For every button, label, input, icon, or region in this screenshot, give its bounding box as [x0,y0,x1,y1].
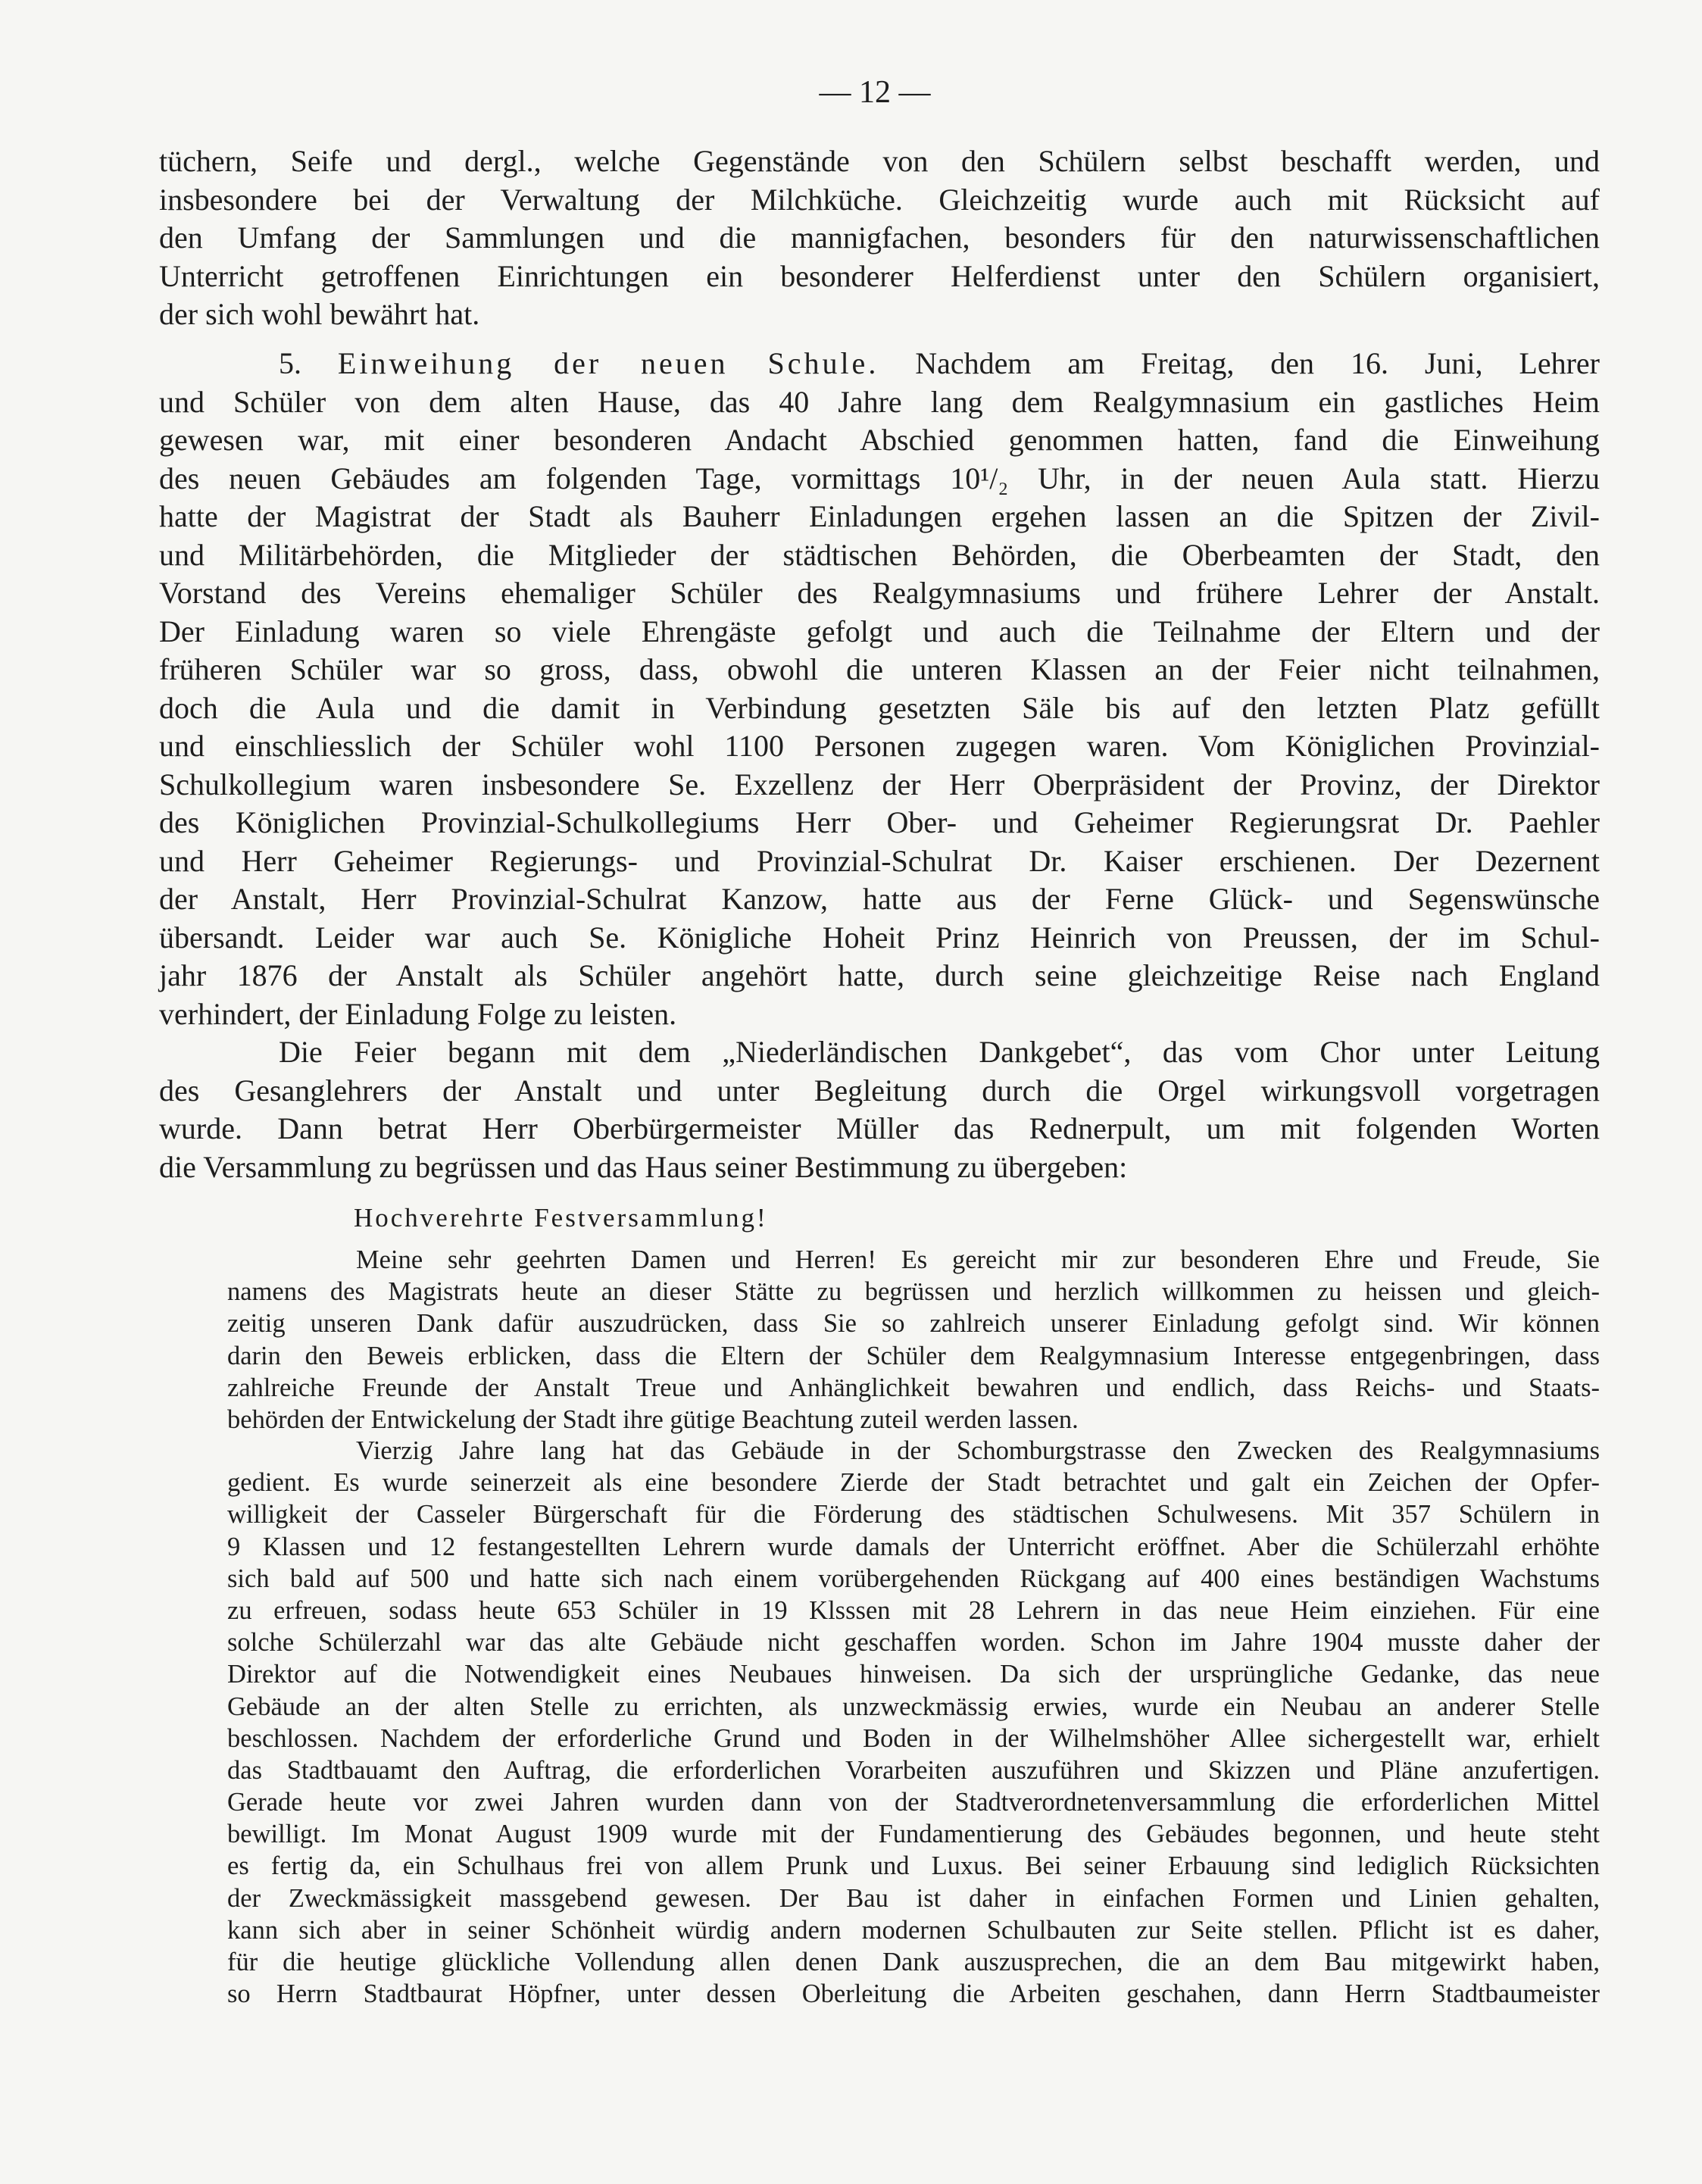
text-line: Meine sehr geehrten Damen und Herren! Es gereicht mir zur besonderen Ehre und Freude, Sie [356,1245,1600,1274]
speech-paragraph-1 [227,1244,1600,1436]
text-line: der Zweckmässigkeit massgebend gewesen. Der Bau ist daher in einfachen Formen und Linien gehalten, [227,1883,1600,1913]
text-line: kann sich aber in seiner Schönheit würdig andern modernen Schulbauten zur Seite stellen. Pflicht ist es daher, [227,1915,1600,1945]
text-line: Gebäude an der alten Stelle zu errichten, als unzweckmässig erwies, wurde ein Neubau an anderer Stelle [227,1692,1600,1721]
text-line: tüchern, Seife und dergl., welche Gegenstände von den Schülern selbst beschafft werden, und [159,144,1600,178]
text-line: Unterricht getroffenen Einrichtungen ein besonderer Helferdienst unter den Schülern organisiert, [159,258,1600,293]
text-line: zu erfreuen, sodass heute 653 Schüler in 19 Klsssen mit 28 Lehrern in das neue Heim einziehen. Für eine [227,1595,1600,1625]
text-line: die Versammlung zu begrüssen und das Haus seiner Bestimmung zu übergeben: [159,1149,1128,1184]
text-line: das Stadtbauamt den Auftrag, die erforderlichen Vorarbeiten auszuführen und Skizzen und Pläne anzufertigen. [227,1755,1600,1785]
speech-paragraph-2 [227,1435,1600,2010]
section-heading: Einweihung der neuen Schule. [337,346,879,380]
intro-paragraph [159,142,1600,334]
text-line: hatte der Magistrat der Stadt als Bauherr Einladungen ergehen lassen an die Spitzen der Zivil- [159,499,1600,533]
text-line: jahr 1876 der Anstalt als Schüler angehört hatte, durch seine gleichzeitige Reise nach England [159,958,1600,992]
text-line: den Umfang der Sammlungen und die mannigfachen, besonders für den naturwissenschaftlichen [159,220,1600,255]
text-line: übersandt. Leider war auch Se. Königliche Hoheit Prinz Heinrich von Preussen, der im Schul- [159,920,1600,955]
text-line: sich bald auf 500 und hatte sich nach einem vorübergehenden Rückgang auf 400 eines beständigen Wachstums [227,1564,1600,1593]
text-line: wurde. Dann betrat Herr Oberbürgermeister Müller das Rednerpult, um mit folgenden Worten [159,1111,1600,1145]
text-line: verhindert, der Einladung Folge zu leisten. [159,996,677,1031]
text-line: der sich wohl bewährt hat. [159,297,480,331]
text-line: solche Schülerzahl war das alte Gebäude nicht geschaffen worden. Schon im Jahre 1904 musste daher der [227,1628,1600,1658]
speech-salutation: Hochverehrte Festversammlung! [354,1203,768,1233]
section-body [159,383,1600,1034]
text-line: zeitig unseren Dank dafür auszudrücken, dass Sie so zahlreich unserer Einladung gefolgt sind. Wir können [227,1309,1600,1339]
text-line: Der Einladung waren so viele Ehrengäste gefolgt und auch die Teilnahme der Eltern und der [159,614,1600,648]
text-line: es fertig da, ein Schulhaus frei von allem Prunk und Luxus. Bei seiner Erbauung sind lediglich Rücksichten [227,1851,1600,1881]
text-line: für die heutige glückliche Vollendung allen denen Dank auszusprechen, die an dem Bau mitgewirkt haben, [227,1948,1600,1976]
text-line: des Königlichen Provinzial-Schulkollegiums Herr Ober- und Geheimer Regierungsrat Dr. Paehler [159,805,1600,839]
text-line: insbesondere bei der Verwaltung der Milchküche. Gleichzeitig wurde auch mit Rücksicht auf [159,182,1600,217]
text-line: Gerade heute vor zwei Jahren wurden dann von der Stadtverordnetenversammlung die erforderlichen Mittel [227,1788,1600,1817]
text-line: so Herrn Stadtbaurat Höpfner, unter dessen Oberleitung die Arbeiten geschahen, dann Herrn Stadtbaumeister [227,1979,1600,2009]
section-first-line [159,345,1600,383]
section-first-line-text: Nachdem am Freitag, den 16. Juni, Lehrer [915,346,1600,380]
text-line: früheren Schüler war so gross, dass, obwohl die unteren Klassen an der Feier nicht teilnahmen, [159,652,1600,686]
text-line: und Herr Geheimer Regierungs- und Provinzial-Schulrat Dr. Kaiser erschienen. Der Dezernent [159,843,1600,878]
text-line: Vierzig Jahre lang hat das Gebäude in der Schomburgstrasse den Zwecken des Realgymnasiums [356,1436,1600,1465]
text-line: und Schüler von dem alten Hause, das 40 Jahre lang dem Realgymnasium ein gastliches Heim [159,384,1600,419]
ceremony-paragraph [159,1033,1600,1186]
text-line: des neuen Gebäudes am folgenden Tage, vormittags 10¹/₂ Uhr, in der neuen Aula statt. Hierzu [159,461,1600,495]
section-number: 5. [279,346,301,380]
text-line: Direktor auf die Notwendigkeit eines Neubaues hinweisen. Da sich der ursprüngliche Gedanke, das neue [227,1660,1600,1689]
text-line: Vorstand des Vereins ehemaliger Schüler des Realgymnasiums und frühere Lehrer der Anstalt. [159,576,1600,610]
text-line: willigkeit der Casseler Bürgerschaft für die Förderung des städtischen Schulwesens. Mit 357 Schülern in [227,1500,1600,1529]
text-line: behörden der Entwickelung der Stadt ihre gütige Beachtung zuteil werden lassen. [227,1404,1079,1434]
text-line: doch die Aula und die damit in Verbindung gesetzten Säle bis auf den letzten Platz gefüllt [159,690,1600,725]
text-line: beschlossen. Nachdem der erforderliche Grund und Boden in der Wilhelmshöher Allee sichergestellt war, erhielt [227,1723,1600,1753]
text-line: und einschliesslich der Schüler wohl 1100 Personen zugegen waren. Vom Königlichen Provinzial- [159,729,1600,763]
page-number: — 12 — [819,75,931,110]
text-line: zahlreiche Freunde der Anstalt Treue und Anhänglichkeit bewahren und endlich, dass Reichs- und Staats- [227,1373,1600,1402]
text-line: gedient. Es wurde seinerzeit als eine besondere Zierde der Stadt betrachtet und galt ein Zeichen der Opfer- [227,1468,1600,1498]
text-line: gewesen war, mit einer besonderen Andacht Abschied genommen hatten, fand die Einweihung [159,423,1600,457]
section-paragraph [159,345,1600,1186]
text-line: und Militärbehörden, die Mitglieder der städtischen Behörden, die Oberbeamten der Stadt, den [159,537,1600,572]
text-line: Die Feier begann mit dem „Niederländischen Dankgebet“, das vom Chor unter Leitung [279,1035,1600,1069]
text-line: der Anstalt, Herr Provinzial-Schulrat Kanzow, hatte aus der Ferne Glück- und Segenswünsche [159,882,1600,916]
text-line: darin den Beweis erblicken, dass die Eltern der Schüler dem Realgymnasium Interesse entgegenbringen, dass [227,1341,1600,1370]
text-line: bewilligt. Im Monat August 1909 wurde mit der Fundamentierung des Gebäudes begonnen, und heute steht [227,1820,1600,1849]
text-line: des Gesanglehrers der Anstalt und unter Begleitung durch die Orgel wirkungsvoll vorgetragen [159,1073,1600,1108]
text-line: Schulkollegium waren insbesondere Se. Exzellenz der Herr Oberpräsident der Provinz, der Direktor [159,767,1600,801]
text-line: namens des Magistrats heute an dieser Stätte zu begrüssen und herzlich willkommen zu heissen und gleich- [227,1277,1600,1307]
text-line: 9 Klassen und 12 festangestellten Lehrern wurde damals der Unterricht eröffnet. Aber die Schülerzahl erhöhte [227,1532,1600,1561]
